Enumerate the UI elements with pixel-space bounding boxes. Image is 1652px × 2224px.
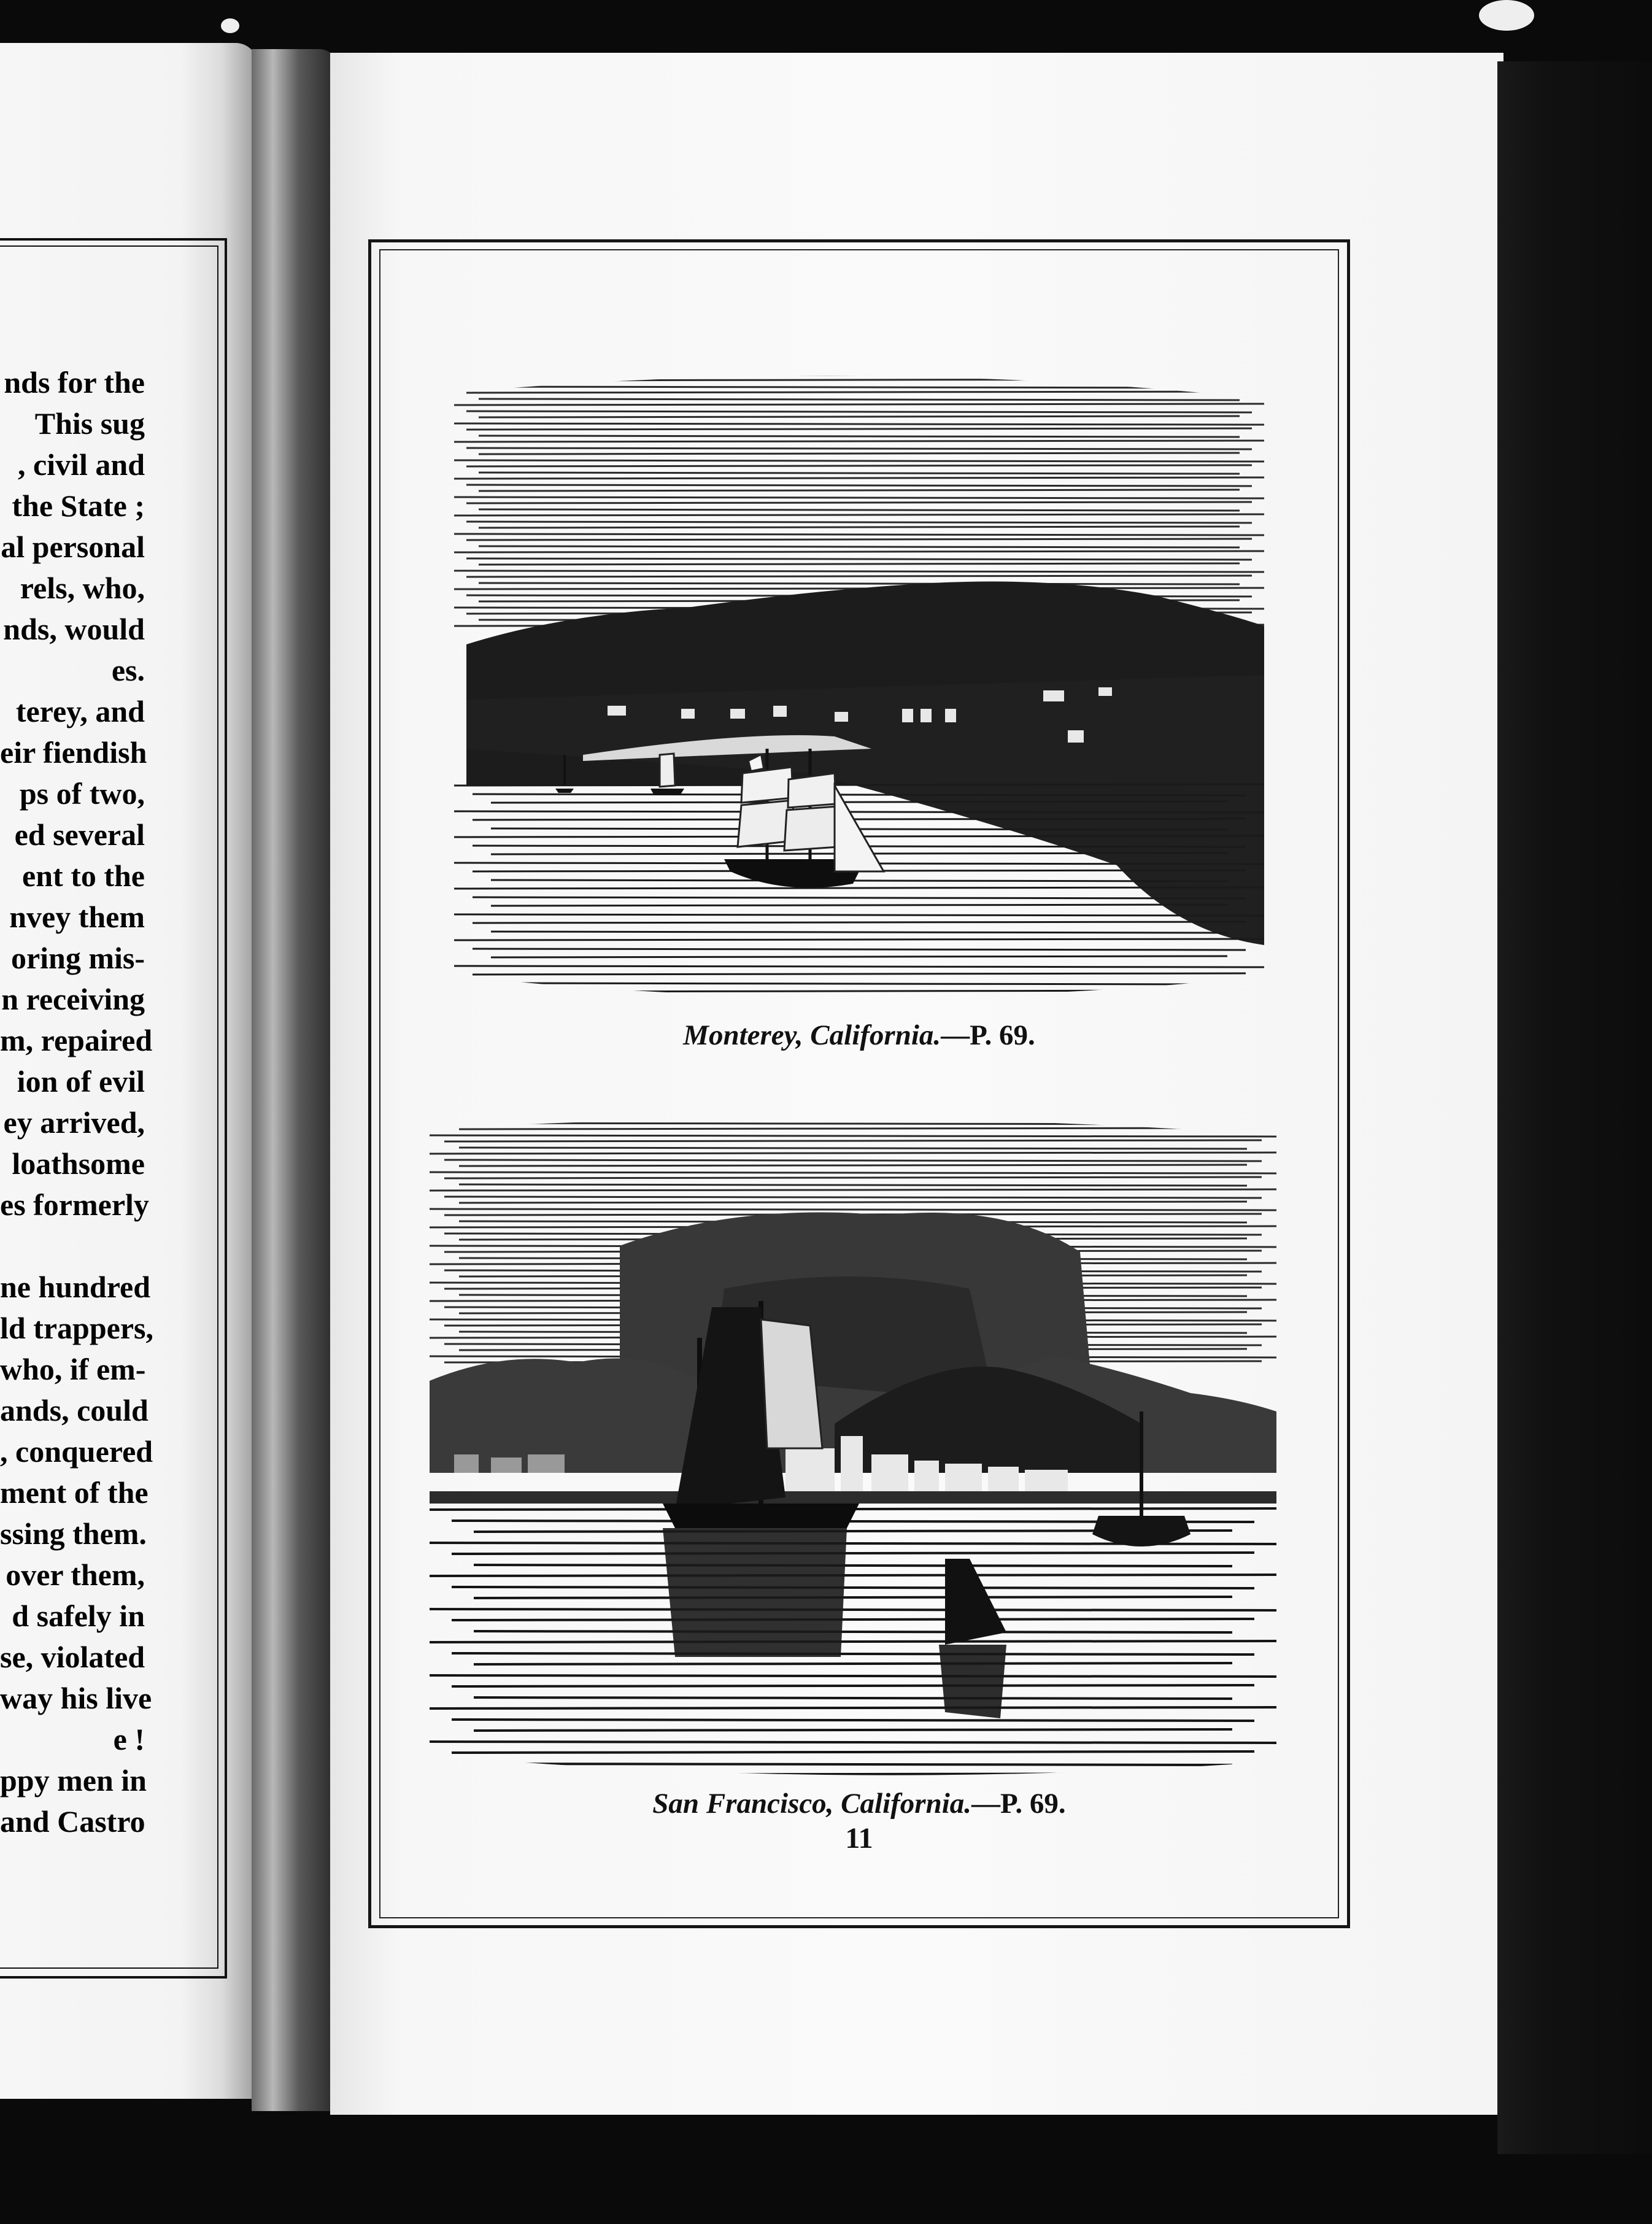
hatch-line — [466, 428, 1252, 430]
hatch-line — [473, 1000, 1246, 1002]
hatch-line — [454, 784, 1264, 786]
hatch-line — [479, 490, 1240, 491]
hatch-line — [454, 441, 1264, 442]
hatch-line — [430, 1774, 1276, 1775]
monterey-caption — [380, 1019, 1338, 1052]
hatch-line — [474, 1631, 1232, 1632]
page-number: 11 — [845, 1822, 873, 1855]
hatch-line — [473, 897, 1246, 898]
hatch-line — [454, 367, 1264, 368]
text-line: ey arrived, — [3, 1105, 145, 1140]
hatch-line — [452, 1685, 1254, 1686]
hatch-line — [430, 1675, 1276, 1677]
hatch-line — [454, 460, 1264, 461]
hatch-line — [430, 1575, 1276, 1576]
hatch-line — [430, 1172, 1276, 1173]
paper-damage-speck — [221, 18, 239, 33]
hatch-line — [466, 539, 1252, 540]
hatch-line — [466, 485, 1252, 486]
hatch-line — [479, 563, 1240, 565]
hatch-line — [474, 1764, 1232, 1765]
hatch-line — [479, 436, 1240, 437]
hatch-line — [430, 1707, 1276, 1709]
book-edge — [1497, 61, 1652, 2154]
text-line — [0, 1226, 145, 1267]
text-line: oring mis- — [10, 941, 145, 975]
hatch-line — [473, 794, 1246, 795]
text-line: ne hundred — [0, 1270, 151, 1304]
san-francisco-caption-ref: —P. 69. — [971, 1788, 1066, 1820]
monterey-caption-ref: —P. 69. — [941, 1019, 1035, 1051]
text-line: , conquered — [0, 1434, 153, 1469]
text-line: nvey them — [9, 900, 145, 934]
text-line: and Castro — [0, 1804, 145, 1839]
text-line: nds for the — [4, 365, 145, 400]
text-line: This sug — [34, 406, 145, 441]
text-line: ion of evil — [17, 1064, 145, 1098]
san-francisco-caption — [380, 1787, 1338, 1820]
hatch-line — [454, 514, 1264, 515]
text-line: al personal — [1, 530, 145, 564]
text-line: loathsome — [12, 1146, 145, 1181]
paper-damage-speck — [1479, 0, 1534, 31]
text-line: nds, would — [3, 612, 145, 646]
hatch-line — [479, 473, 1240, 474]
text-line: d safely in — [12, 1599, 145, 1633]
text-line: ps of two, — [19, 776, 145, 811]
hatch-line — [466, 448, 1252, 449]
text-line: es. — [111, 653, 145, 687]
hatch-line — [474, 1729, 1232, 1731]
hatch-line — [454, 939, 1264, 940]
hatch-line — [452, 1619, 1254, 1620]
hatch-line — [452, 1653, 1254, 1654]
hatch-line — [454, 551, 1264, 552]
hatch-line — [444, 1140, 1262, 1141]
text-line: es formerly — [0, 1187, 149, 1222]
hatch-line — [466, 411, 1252, 412]
hatch-line — [474, 1663, 1232, 1664]
hatch-line — [454, 387, 1264, 388]
hatch-line — [473, 922, 1246, 923]
text-line: terey, and — [15, 694, 145, 728]
text-line: ands, could — [0, 1393, 149, 1427]
hatch-line — [454, 423, 1264, 425]
hatch-line — [454, 990, 1264, 992]
hatch-line — [454, 534, 1264, 535]
hatch-line — [454, 887, 1264, 889]
hatch-line — [466, 502, 1252, 503]
text-line: rels, who, — [20, 571, 145, 605]
hatch-line — [452, 1587, 1254, 1588]
hatch-line — [479, 379, 1240, 380]
hatch-line — [479, 509, 1240, 511]
hatch-line — [491, 956, 1227, 957]
hatch-line — [454, 914, 1264, 916]
text-line: ed several — [14, 817, 145, 852]
hatch-line — [479, 453, 1240, 454]
hatch-line — [430, 1609, 1276, 1610]
hatch-line — [473, 819, 1246, 820]
text-line: who, if em- — [0, 1352, 146, 1386]
hatch-line — [466, 465, 1252, 466]
hatch-line — [430, 1153, 1276, 1154]
left-page — [0, 43, 258, 2099]
hatch-line — [454, 404, 1264, 405]
left-page-text — [0, 362, 153, 1842]
hatch-line — [466, 558, 1252, 560]
hatch-line — [430, 1209, 1276, 1210]
hatch-line — [491, 801, 1227, 803]
text-line: ssing them. — [0, 1516, 147, 1551]
hatch-line — [452, 1720, 1254, 1721]
hatch-line — [454, 571, 1264, 572]
text-line: ppy men in — [0, 1763, 147, 1797]
hatch-line — [454, 497, 1264, 498]
hatch-line — [430, 1116, 1276, 1117]
hatch-line — [430, 1742, 1276, 1743]
hatch-line — [466, 392, 1252, 393]
text-line: eir fiendish — [0, 735, 147, 770]
text-line: ent to the — [22, 859, 145, 893]
san-francisco-caption-place: San Francisco, California. — [652, 1788, 972, 1820]
text-line: se, violated — [0, 1640, 145, 1674]
hatch-line — [459, 1128, 1247, 1129]
hatch-line — [459, 1148, 1247, 1149]
text-line: way his live — [0, 1681, 152, 1715]
hatch-line — [454, 966, 1264, 967]
text-line: ld trappers, — [0, 1311, 153, 1345]
hatch-line — [474, 1565, 1232, 1566]
hatch-line — [479, 546, 1240, 547]
hatch-line — [491, 905, 1227, 906]
hatch-line — [444, 1160, 1262, 1161]
hatch-line — [466, 374, 1252, 376]
hatch-line — [459, 1184, 1247, 1186]
text-line: m, repaired — [0, 1023, 153, 1057]
hatch-line — [444, 1123, 1262, 1124]
hatch-line — [479, 399, 1240, 400]
text-line: , civil and — [18, 447, 145, 482]
hatch-line — [491, 983, 1227, 984]
hatch-line — [473, 973, 1246, 975]
hatch-line — [444, 1177, 1262, 1178]
hatch-line — [459, 1202, 1247, 1203]
hatch-line — [444, 1197, 1262, 1198]
monterey-caption-place: Monterey, California. — [683, 1019, 941, 1051]
book-gutter — [252, 49, 338, 2111]
hatch-line — [459, 1165, 1247, 1166]
hatch-line — [466, 522, 1252, 523]
hatch-line — [479, 583, 1240, 584]
hatch-line — [454, 811, 1264, 813]
hatch-line — [430, 1189, 1276, 1191]
text-line: e ! — [113, 1722, 145, 1756]
hatch-line — [491, 880, 1227, 881]
text-line: ment of the — [0, 1475, 149, 1510]
text-line: the State ; — [12, 488, 145, 523]
san-francisco-engraving — [417, 1105, 1289, 1792]
hatch-line — [479, 527, 1240, 528]
monterey-engraving — [442, 356, 1276, 1019]
hatch-line — [491, 932, 1227, 933]
hatch-line — [473, 949, 1246, 950]
hatch-line — [474, 1697, 1232, 1699]
hatch-line — [430, 1135, 1276, 1137]
hatch-line — [454, 477, 1264, 479]
hatch-line — [430, 1641, 1276, 1642]
text-line: n receiving — [1, 982, 145, 1016]
hatch-line — [466, 576, 1252, 577]
hatch-line — [452, 1751, 1254, 1753]
hatch-line — [474, 1597, 1232, 1598]
hatch-line — [452, 1553, 1254, 1554]
text-line: over them, — [6, 1558, 145, 1592]
hatch-line — [479, 416, 1240, 417]
